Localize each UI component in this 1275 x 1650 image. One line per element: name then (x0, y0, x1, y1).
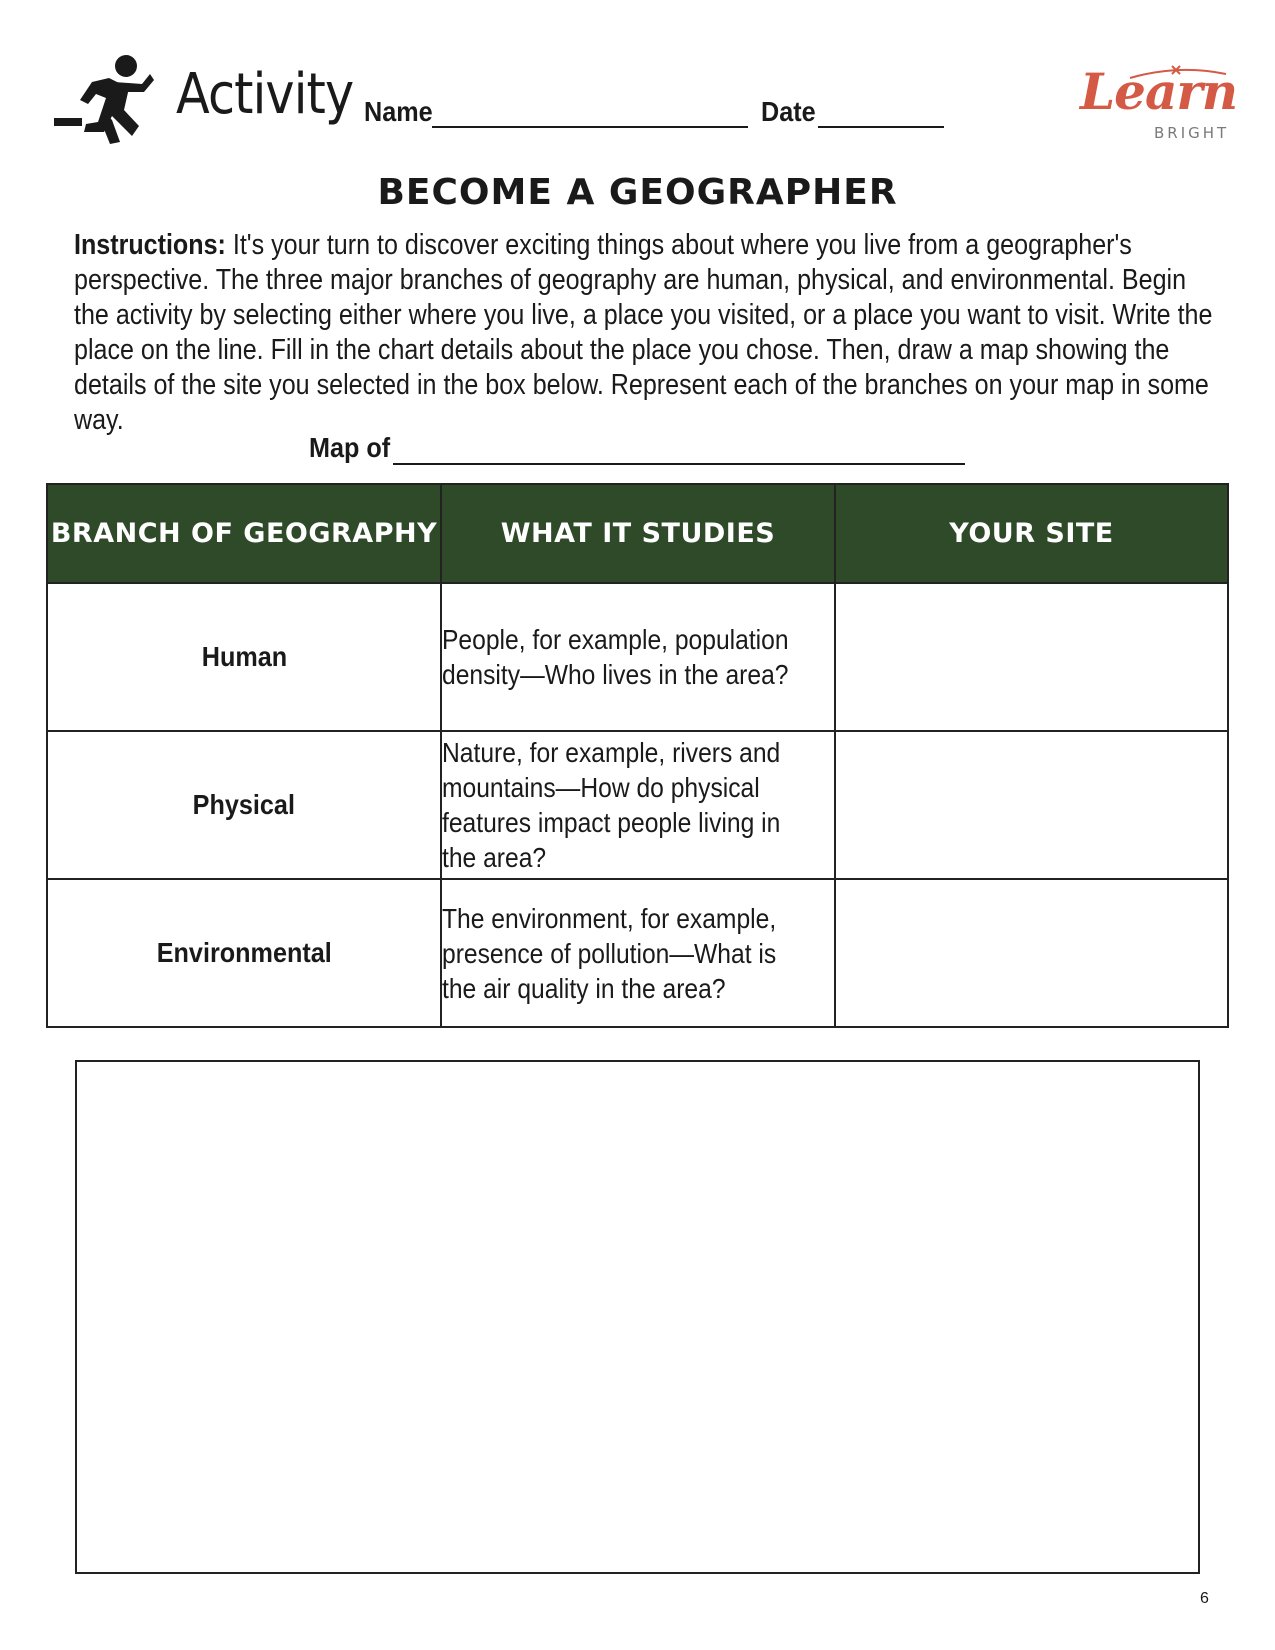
date-field[interactable] (818, 126, 944, 128)
table-row (47, 879, 1228, 1027)
site-cell[interactable] (835, 731, 1228, 879)
table-row (47, 731, 1228, 879)
page-title: BECOME A GEOGRAPHER (377, 172, 898, 213)
site-cell[interactable] (835, 879, 1228, 1027)
branch-label: Human (201, 641, 287, 672)
branch-cell (47, 879, 441, 1027)
activity-label: Activity (176, 62, 354, 127)
map-of-field[interactable] (393, 463, 965, 465)
date-label: Date (761, 96, 816, 127)
studies-cell (441, 731, 835, 879)
branch-cell (47, 731, 441, 879)
studies-text: People, for example, population density—Who lives in the area? (442, 624, 789, 690)
page-number: 6 (1200, 1590, 1209, 1607)
site-cell[interactable] (835, 583, 1228, 731)
page-header (0, 0, 1275, 150)
studies-cell (441, 879, 835, 1027)
name-label: Name (364, 96, 433, 127)
instructions (74, 228, 1214, 438)
instructions-body: It's your turn to discover exciting things about where you live from a geographer's perspective. The three major branches of geography are human, physical, and environmental. Begin the activity by selecting either where you live, a place you visited, or a place you want to visit. Write the place on the line. Fill in the chart details about the place you chose. Then, draw a map showing the details of the site you selected in the box below. Represent each of the branches on your map in some way. (74, 229, 1213, 436)
learn-bright-logo (1080, 62, 1238, 144)
running-person-icon (54, 52, 154, 144)
branch-cell (47, 583, 441, 731)
instructions-lead: Instructions: (74, 229, 226, 261)
studies-text: The environment, for example, presence of pollution—What is the air quality in the area? (442, 902, 777, 1004)
header-branch: BRANCH OF GEOGRAPHY (47, 484, 441, 583)
table-header-row (47, 484, 1228, 583)
logo-word: Learn (1080, 62, 1238, 121)
table-row (47, 583, 1228, 731)
map-drawing-box[interactable] (75, 1060, 1200, 1574)
name-field[interactable] (432, 126, 748, 128)
branch-label: Environmental (156, 937, 332, 968)
studies-text: Nature, for example, rivers and mountains—How do physical features impact people living in the area? (442, 737, 781, 873)
header-site: YOUR SITE (835, 484, 1228, 583)
header-studies: WHAT IT STUDIES (441, 484, 835, 583)
branch-label: Physical (192, 789, 296, 820)
map-of-label: Map of (309, 432, 391, 463)
studies-cell (441, 583, 835, 731)
geography-table (46, 483, 1229, 1028)
logo-subtitle: BRIGHT (1154, 124, 1230, 142)
